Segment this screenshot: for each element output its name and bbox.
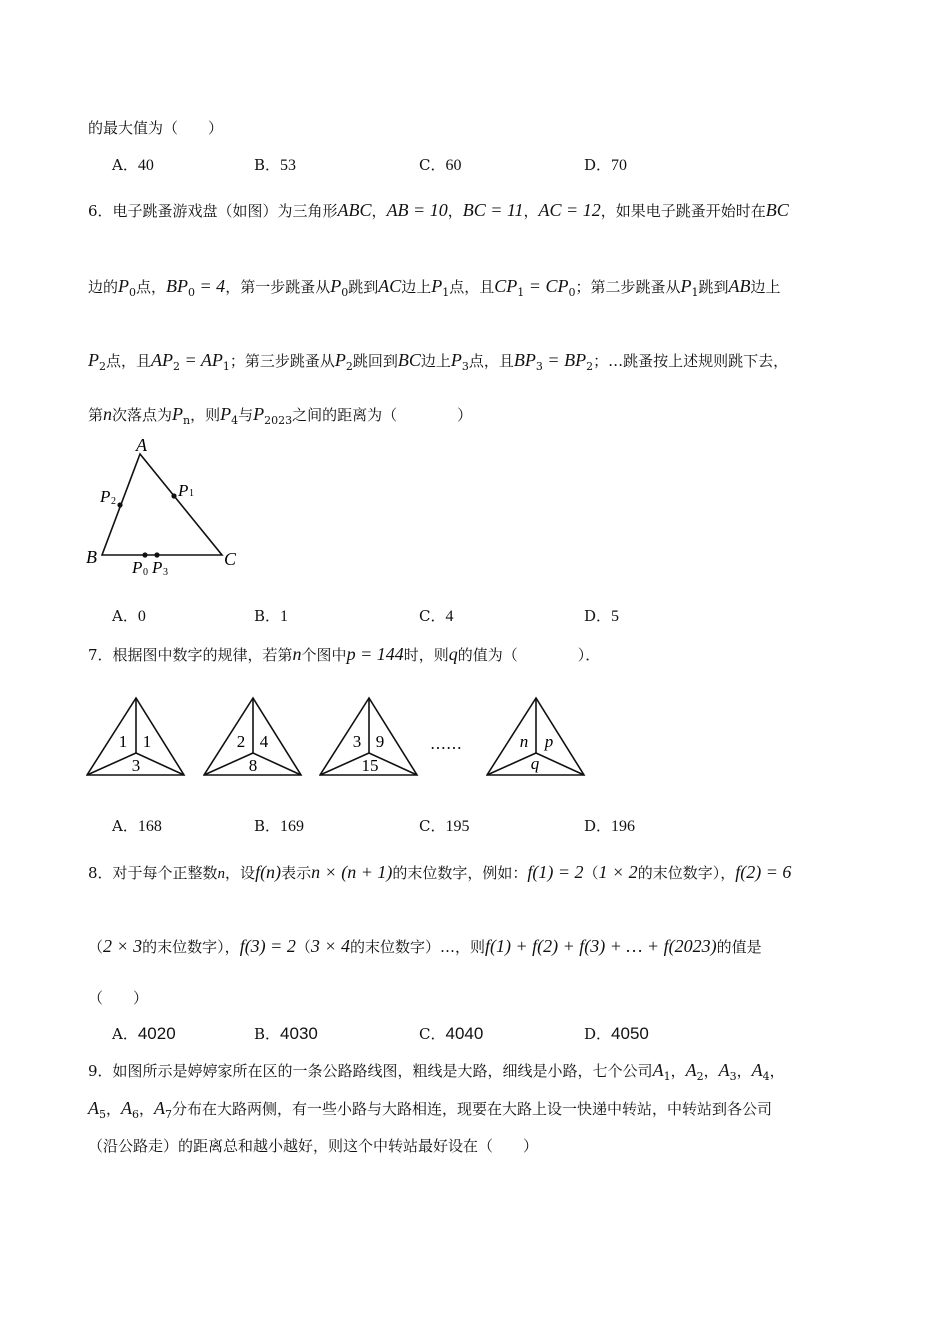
t2-left: 2 [236,732,246,751]
label-p3: P [152,558,163,577]
q6-triangle-figure [82,432,252,582]
q5-option-a[interactable]: A．40 [112,156,154,174]
q7-option-a[interactable]: A．168 [112,817,162,835]
q7-triangle-1 [86,696,186,778]
label-p3-sub: 3 [163,567,168,578]
q8-answer-blank: （ ） [88,989,149,1007]
q6-option-b[interactable]: B．1 [254,607,289,625]
label-p2: P [100,487,111,506]
q6-option-a[interactable]: A．0 [112,607,146,625]
q6-line-2: 边的$P_0$点，$BP_0 = 4$，第一步跳蚤从$P_0$跳到AC边上$P_1$点，且$CP_1 = CP_0$；第二步跳蚤从$P_1$跳到AB边上 [88,276,781,299]
q7-stem: 7．根据图中数字的规律，若第n个图中p = 144时，则q的值为（ ）． [88,644,601,664]
q7-option-c[interactable]: C．195 [419,817,470,835]
q7-triangle-2 [203,696,303,778]
tn-right: p [544,732,554,751]
label-a: A [136,435,147,455]
q7-option-b[interactable]: B．169 [254,817,305,835]
q8-option-c[interactable]: C．4040 [419,1024,484,1043]
point-p3 [154,552,159,557]
tn-left: n [519,732,529,751]
q6-line-1: 6．电子跳蚤游戏盘（如图）为三角形ABC，AB = 10，BC = 11，AC = 12，如果电子跳蚤开始时在BC [88,200,789,220]
t3-left: 3 [352,732,362,751]
tn-bottom: q [530,754,540,773]
point-p0 [142,552,147,557]
t3-bottom: 15 [361,756,379,775]
q7-triangle-n [486,696,586,778]
q9-line-3: （沿公路走）的距离总和越小越好，则这个中转站最好设在（ ） [88,1137,539,1155]
q9-line-2: $A_5$，$A_6$，$A_7$分布在大路两侧，有一些小路与大路相连，现要在大路上设一快递中转站，中转站到各公司 [88,1098,773,1121]
q6-line-3: $P_2$点，且$AP_2 = AP_1$；第三步跳蚤从$P_2$跳回到BC边上$P_3$点，且$BP_3 = BP_2$；…跳蚤按上述规则跳下去， [88,350,789,373]
label-p0: P [132,558,143,577]
q5-option-c[interactable]: C．60 [419,156,462,174]
q9-line-1: 9．如图所示是婷婷家所在区的一条公路路线图，粗线是大路，细线是小路，七个公司$A_1$，$A_2$，$A_3$，$A_4$， [88,1060,785,1083]
q8-line-2: （2 × 3的末位数字），f(3) = 2（3 × 4的末位数字）…，则f(1) + f(2) + f(3) + … + f(2023)的值是 [88,936,762,956]
label-p2-sub: 2 [111,496,116,507]
q5-option-d[interactable]: D．70 [584,156,628,174]
q8-option-d[interactable]: D．4050 [584,1024,649,1043]
q8-option-a[interactable]: A．4020 [112,1024,176,1043]
point-p1 [171,493,176,498]
q6-option-c[interactable]: C．4 [419,607,454,625]
label-p1-sub: 1 [189,488,194,499]
q7-option-d[interactable]: D．196 [584,817,636,835]
t2-right: 4 [259,732,269,751]
q6-line-4: 第n次落点为$P_n$，则$P_4$与$P_{2023}$之间的距离为（ ） [88,404,473,427]
q5-option-b[interactable]: B．53 [254,156,297,174]
label-p0-sub: 0 [143,567,148,578]
q6-option-d[interactable]: D．5 [584,607,620,625]
t1-bottom: 3 [131,756,141,775]
point-p2 [117,502,122,507]
q8-line-1: 8．对于每个正整数n，设f(n)表示n × (n + 1)的末位数字，例如：f(1) = 2（1 × 2的末位数字），f(2) = 6 [88,862,792,882]
t1-right: 1 [142,732,152,751]
q5-tail: 的最大值为（ ） [88,119,224,137]
t3-right: 9 [375,732,385,751]
q8-option-b[interactable]: B．4030 [254,1024,318,1043]
label-b: B [86,547,97,567]
t2-bottom: 8 [248,756,258,775]
q7-triangle-3 [319,696,419,778]
label-p1: P [178,481,189,500]
t1-left: 1 [118,732,128,751]
q7-ellipsis: …… [430,734,462,753]
label-c: C [224,549,237,569]
